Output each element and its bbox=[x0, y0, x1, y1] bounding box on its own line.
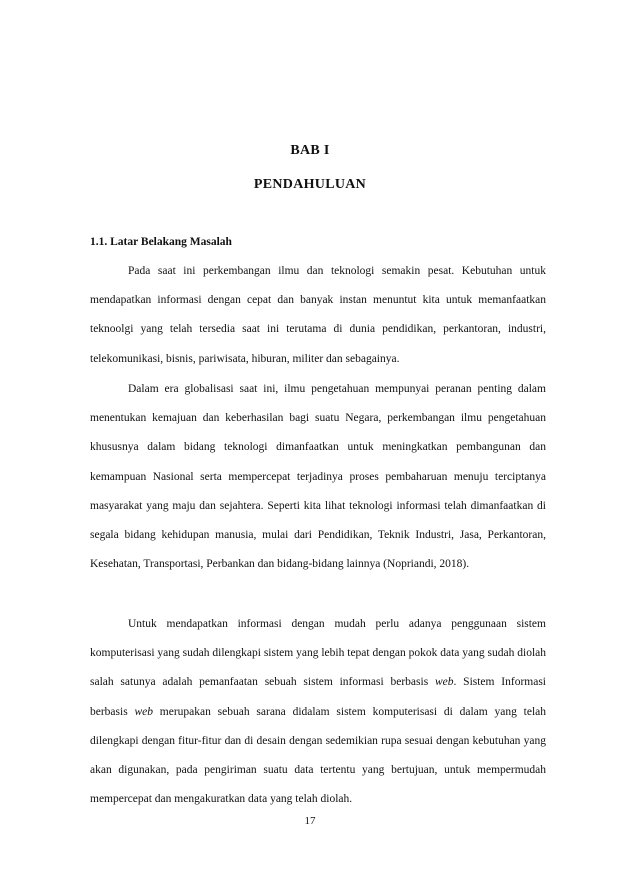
chapter-number: BAB I bbox=[290, 143, 330, 158]
paragraph-3 bbox=[90, 610, 546, 814]
chapter-title: PENDAHULUAN bbox=[253, 177, 367, 192]
paragraph-3-web-term-2: web bbox=[134, 705, 154, 718]
section-heading: 1.1. Latar Belakang Masalah bbox=[90, 236, 232, 248]
page-number: 17 bbox=[304, 815, 316, 827]
paragraph-3-text-3: merupakan sebuah sarana didalam sistem komputerisasi di dalam yang telah dilengkapi dengan fitur-fitur dan di desain dengan sedemikian rupa sesuai dengan kebutuhan yang akan digunakan, pada pengiriman suatu data tertentu yang bertujuan, untuk mempermudah mempercepat dan mengakuratkan data yang telah diolah. bbox=[90, 705, 547, 806]
paragraph-3-web-term-1: web bbox=[434, 676, 454, 689]
paragraph-3-text-2: . Sistem Informasi berbasis bbox=[90, 676, 546, 718]
paragraph-3-text-1: Untuk mendapatkan informasi dengan mudah perlu adanya penggunaan sistem komputerisasi yang sudah dilengkapi sistem yang lebih tepat dengan pokok data yang sudah diolah salah satunya adalah pemanfaatan sebuah sistem informasi berbasis bbox=[90, 618, 546, 689]
paragraph-2: Dalam era globalisasi saat ini, ilmu pengetahuan mempunyai peranan penting dalam menentukan kemajuan dan keberhasilan bagi suatu Negara, perkembangan ilmu pengetahuan khususnya dalam bidang teknologi dimanfaatkan untuk meningkatkan pembangunan dan kemampuan Nasional serta mempercepat terjadinya proses pembaharuan menuju terciptanya masyarakat yang maju dan sejahtera. Seperti kita lihat teknologi informasi telah dimanfaatkan di segala bidang kehidupan manusia, mulai dari Pendidikan, Teknik Industri, Jasa, Perkantoran, Kesehatan, Transportasi, Perbankan dan bidang-bidang lainnya (Nopriandi, 2018). bbox=[90, 383, 546, 571]
paragraph-1: Pada saat ini perkembangan ilmu dan teknologi semakin pesat. Kebutuhan untuk mendapatkan informasi dengan cepat dan banyak instan menuntut kita untuk memanfaatkan teknoolgi yang telah tersedia saat ini terutama di dunia pendidikan, perkantoran, industri, telekomunikasi, bisnis, pariwisata, hiburan, militer dan sebagainya. bbox=[90, 265, 546, 365]
